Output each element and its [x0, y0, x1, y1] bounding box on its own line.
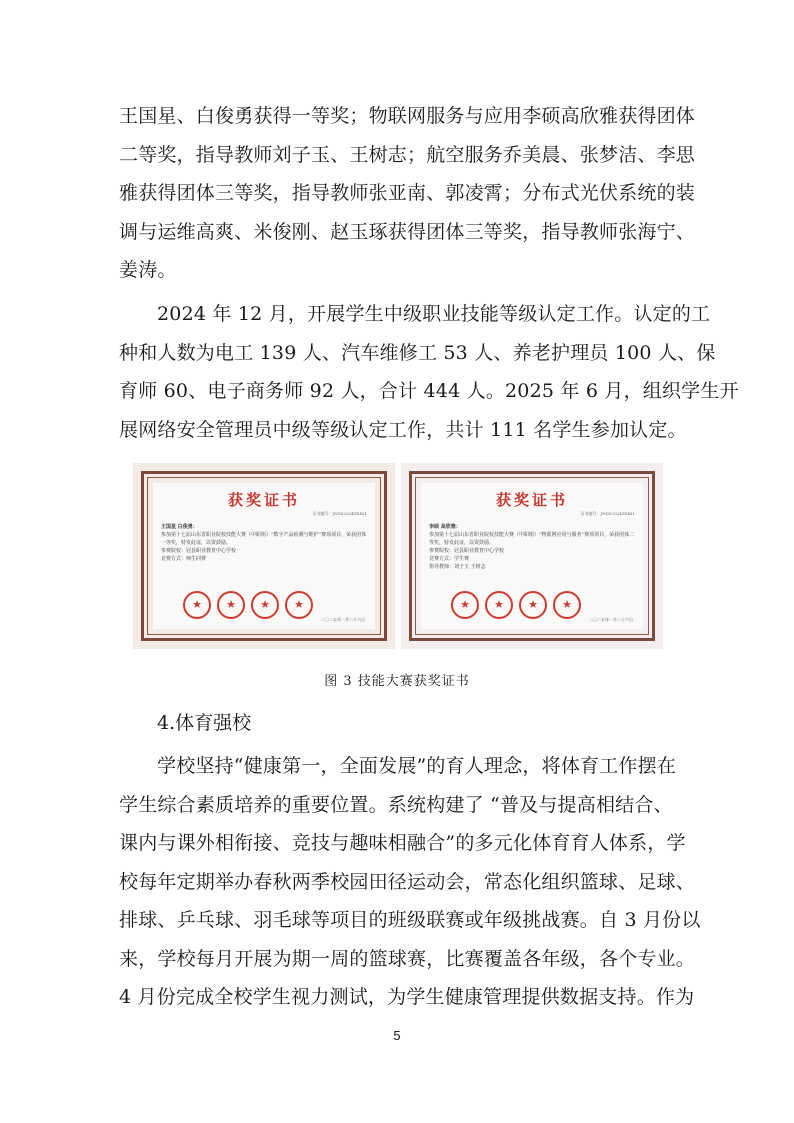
certificate-title: 获奖证书 — [495, 491, 568, 509]
certificate-body — [161, 523, 367, 563]
red-seal-icon: ★ — [217, 591, 245, 619]
paragraph-skill-certification — [119, 295, 739, 449]
certificate-image-right — [401, 463, 663, 649]
seal-group — [183, 591, 313, 621]
certificate-title: 获奖证书 — [227, 491, 300, 509]
text-line: 姜涛。 — [119, 259, 177, 281]
red-seal-icon: ★ — [183, 591, 211, 619]
certificate-teacher: 指导教师：刘子玉 王树志 — [429, 564, 486, 570]
certificate-mode: 竞赛方式：学生赛 — [429, 556, 470, 562]
seal-group — [451, 591, 581, 621]
text-line: 校每年定期举办春秋两季校园田径运动会，常态化组织篮球、足球、 — [119, 870, 696, 893]
certificate-paper — [153, 483, 375, 629]
text-line: 种和人数为电工 139 人、汽车维修工 53 人、养老护理员 100 人、保 — [119, 341, 716, 364]
certificate-school: 参赛院校：冠县职业教育中心学校 — [161, 548, 237, 554]
certificate-number: 证书编号：JNDS2024ZX461 — [312, 511, 367, 516]
text-line: 排球、乒乓球、羽毛球等项目的班级联赛或年级挑战赛。自 3 月份以 — [119, 909, 701, 931]
certificate-date: 二〇二五年一月二十六日 — [321, 617, 365, 622]
certificate-text: 参加第十七届山东省职业院校技能大赛（中职组）“物联网应用与服务”赛项项目，荣获团体二等奖，特发此证，以资鼓励。 — [429, 532, 635, 546]
certificate-body — [429, 523, 635, 571]
text-line: 来，学校每月开展为期一周的篮球赛，比赛覆盖各年级，各个专业。 — [119, 947, 696, 970]
figure-caption: 图 3 技能大赛获奖证书 — [324, 674, 470, 689]
red-seal-icon: ★ — [285, 591, 313, 619]
certificate-image-left — [133, 463, 395, 649]
red-seal-icon: ★ — [251, 591, 279, 619]
certificate-recipients: 李硕 高欣雅： — [429, 524, 461, 530]
certificate-text: 参加第十七届山东省职业院校技能大赛（中职组）“数字产品检测与维护”赛项项目，荣获团体一等奖，特发此证，以资鼓励。 — [161, 532, 367, 546]
certificate-paper — [421, 483, 643, 629]
certificate-school: 参赛院校：冠县职业教育中心学校 — [429, 548, 505, 554]
section-heading: 4.体育强校 — [157, 712, 252, 734]
text-line: 育师 60、电子商务师 92 人，合计 444 人。2025 年 6 月，组织学生开 — [119, 380, 739, 402]
certificate-mode: 竞赛方式：师生同赛 — [161, 556, 207, 562]
certificate-recipients: 王国星 白俊勇： — [161, 524, 198, 530]
red-seal-icon: ★ — [553, 591, 581, 619]
paragraph-awards-continued — [119, 97, 696, 290]
certificate-figure — [133, 463, 663, 649]
certificate-number: 证书编号：JNDS2024ZX481 — [580, 511, 635, 516]
red-seal-icon: ★ — [519, 591, 547, 619]
text-line: 展网络安全管理员中级等级认定工作，共计 111 名学生参加认定。 — [119, 418, 687, 441]
page-number: 5 — [393, 1028, 401, 1043]
text-line: 调与运维高爽、米俊刚、赵玉琢获得团体三等奖，指导教师张海宁、 — [119, 220, 696, 243]
text-line: 学生综合素质培养的重要位置。系统构建了 “普及与提高相结合、 — [119, 793, 673, 816]
text-line: 二等奖，指导教师刘子玉、王树志；航空服务乔美晨、张梦洁、李思 — [119, 143, 696, 166]
text-line: 学校坚持“健康第一，全面发展”的育人理念，将体育工作摆在 — [157, 755, 677, 777]
text-line: 2024 年 12 月，开展学生中级职业技能等级认定工作。认定的工 — [157, 303, 711, 325]
red-seal-icon: ★ — [451, 591, 479, 619]
text-line: 4 月份完成全校学生视力测试，为学生健康管理提供数据支持。作为 — [119, 986, 695, 1008]
paragraph-sports — [119, 747, 701, 1017]
text-line: 王国星、白俊勇获得一等奖；物联网服务与应用李硕高欣雅获得团体 — [119, 105, 696, 127]
text-line: 雅获得团体三等奖，指导教师张亚南、郭凌霄；分布式光伏系统的装 — [119, 182, 696, 204]
text-line: 课内与课外相衔接、竞技与趣味相融合”的多元化体育育人体系，学 — [119, 832, 686, 854]
red-seal-icon: ★ — [485, 591, 513, 619]
certificate-date: 二〇二五年一月二十六日 — [589, 617, 633, 622]
